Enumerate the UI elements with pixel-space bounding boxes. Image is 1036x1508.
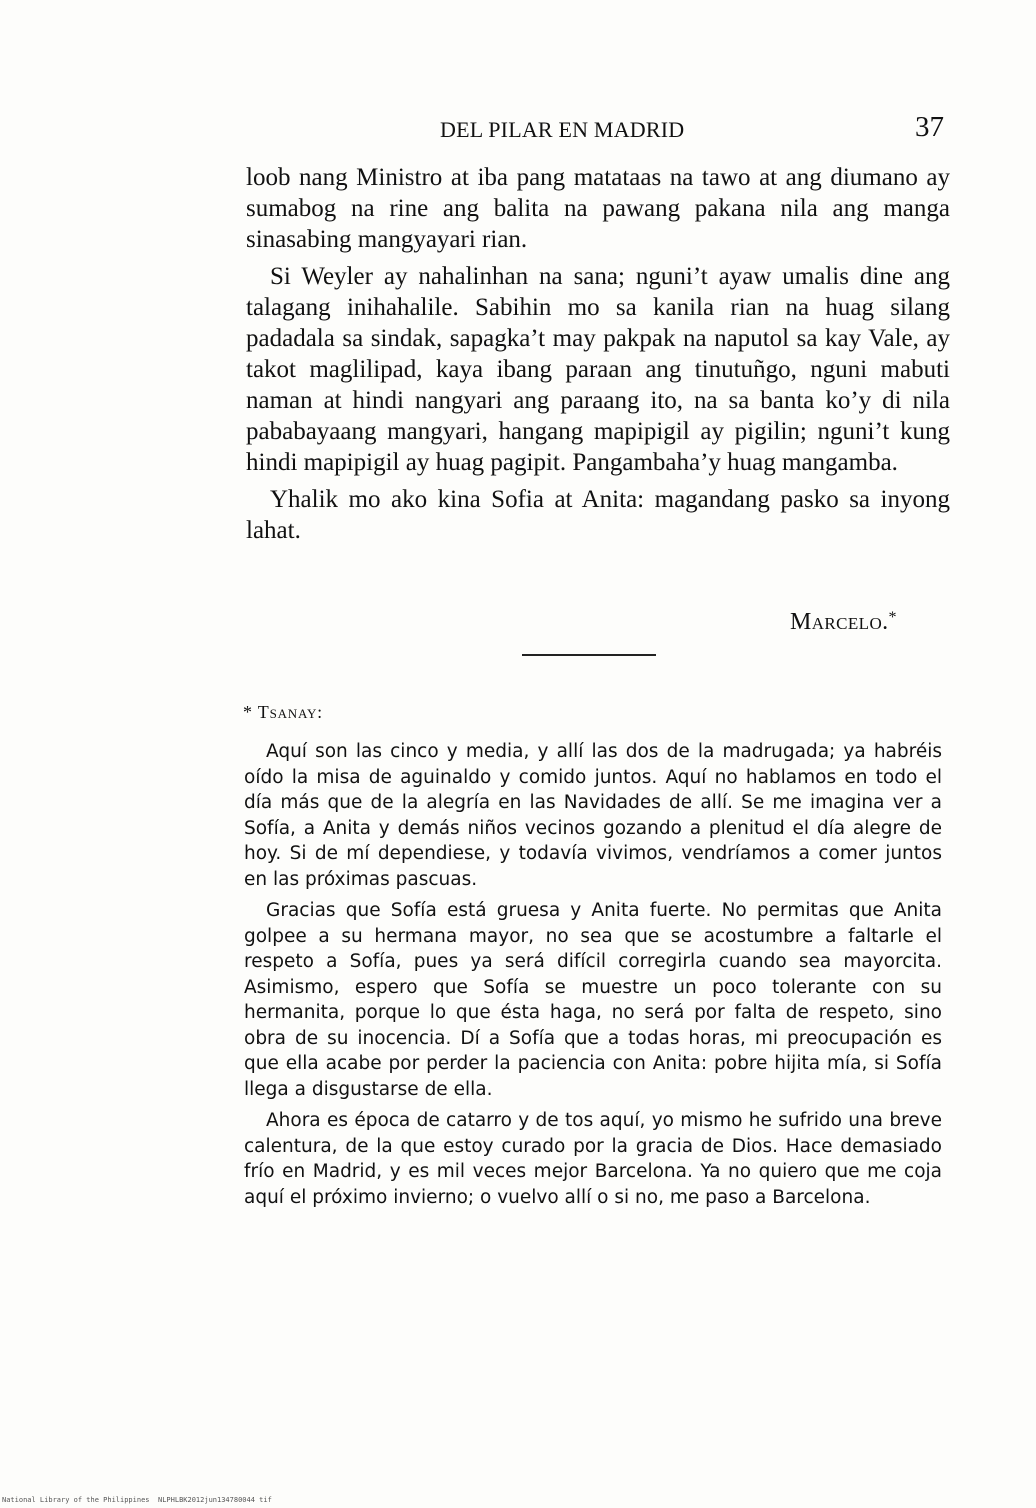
footnote-label: * Tsanay: [243,702,323,722]
footnote-paragraph: Aquí son las cinco y media, y allí las dos de la madrugada; ya habréis oído la misa de aguinaldo y comido juntos. Aquí no hablamos en todo el día más que de la alegría en las Navidades de allí. Se me imagina ver a Sofía, a Anita y demás niños vecinos gozando a plenitud el día alegre de hoy. Si de mí dependiese, y todavía vivimos, vendríamos a comer juntos en las próximas pascuas. [244,741,942,890]
scan-file-code: NLPHLBK2012jun134780044 tif [158,1496,272,1504]
footnote-marker: * [888,609,897,626]
section-divider [522,654,656,656]
running-title: DEL PILAR EN MADRID [440,117,685,142]
signature [790,609,897,636]
footnote-paragraph: Gracias que Sofía está gruesa y Anita fuerte. No permitas que Anita golpee a su hermana mayor, no sea que se acostumbre a faltarle el respeto a Sofía, pues ya será difícil corregirla cuando sea mayorcita. Asimismo, espero que Sofía se muestre un poco tolerante con su hermanita, porque lo que ésta haga, no será por falta de respeto, sino obra de su inocencia. Dí a Sofía que a todas horas, mi preocupación es que ella acabe por perder la paciencia con Anita: pobre hijita mía, si Sofía llega a disgustarse de ella. [244,900,942,1100]
letter-paragraph: loob nang Ministro at iba pang matataas na tawo at ang diumano ay sumabog na rine ang balita na pawang pakana nila ang manga sinasabing mangyayari rian. [246,164,950,253]
footnote-paragraph: Ahora es época de catarro y de tos aquí, yo mismo he sufrido una breve calentura, de la que estoy curado por la gracia de Dios. Hace demasiado frío en Madrid, y es mil veces mejor Barcelona. Ya no quiero que me coja aquí el próximo invierno; o vuelvo allí o si no, me paso a Barcelona. [244,1110,942,1208]
page-number: 37 [915,111,944,143]
letter-paragraph: Si Weyler ay nahalinhan na sana; nguni’t ayaw umalis dine ang talagang inihahalile. Sabihin mo sa kanila rian na huag silang padadala sa sindak, sapagka’t may pakpak na naputol sa kay Vale, ay takot maglilipad, kaya ibang paraan ang tinutuñgo, nguni mabuti naman at hindi nangyari ang paraang ito, na sa banta ko’y di nila pababayaang mangyari, hangang mapipigil ay pigilin; nguni’t kung hindi mapipigil ay huag pagipit. Pangambaha’y huag mangamba. [246,263,950,476]
letter-body [246,162,950,552]
library-credit: National Library of the Philippines [2,1496,150,1504]
letter-paragraph: Yhalik mo ako kina Sofia at Anita: magandang pasko sa inyong lahat. [246,486,950,544]
signature-name: Marcelo. [790,609,889,635]
footnote-translation [244,739,942,1216]
running-head [246,111,954,145]
